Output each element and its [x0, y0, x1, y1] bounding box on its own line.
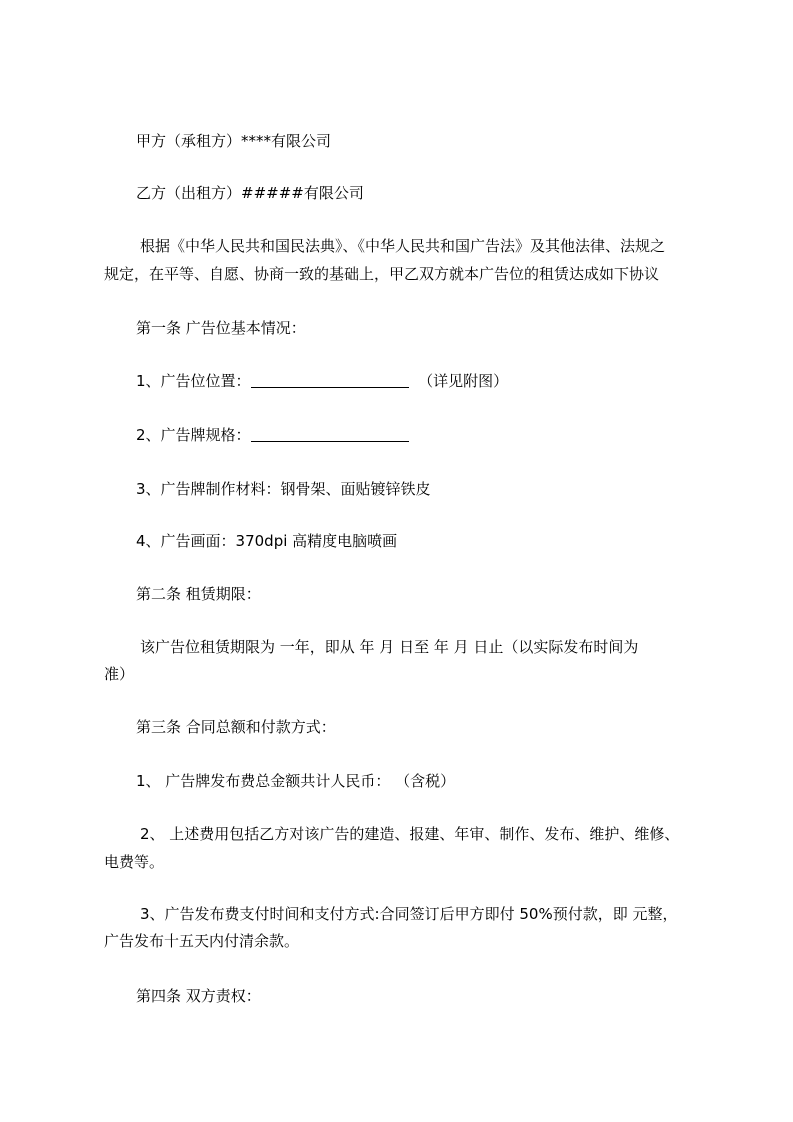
spec-blank [251, 427, 409, 442]
article-1-item-2 [136, 425, 409, 445]
article-3-title: 第三条 合同总额和付款方式： [136, 718, 336, 736]
item-1-label: 1、广告位位置： [136, 372, 251, 390]
article-2-body-line-1: 该广告位租赁期限为 一年，即从 年 月 日至 年 月 日止（以实际发布时间为 [140, 638, 639, 656]
party-a: 甲方（承租方）****有限公司 [136, 132, 332, 150]
item-2-label: 2、广告牌规格： [136, 426, 251, 444]
preamble-line-2: 规定，在平等、自愿、协商一致的基础上，甲乙双方就本广告位的租赁达成如下协议 [104, 265, 660, 283]
article-3-item-3-line-2: 广告发布十五天内付清余款。 [104, 932, 300, 950]
item-1-note: （详见附图） [418, 372, 509, 390]
location-blank [251, 373, 409, 388]
article-3-item-2-line-2: 电费等。 [104, 853, 165, 871]
article-3-item-3-line-1: 3、广告发布费支付时间和支付方式:合同签订后甲方即付 50%预付款，即 元整， [140, 905, 678, 923]
article-3-item-1: 1、 广告牌发布费总金额共计人民币： （含税） [136, 772, 456, 790]
article-1-item-4: 4、广告画面：370dpi 高精度电脑喷画 [136, 532, 398, 550]
article-4-title: 第四条 双方责权： [136, 987, 261, 1005]
article-1-title: 第一条 广告位基本情况： [136, 319, 306, 337]
article-2-body-line-2: 准） [104, 665, 135, 683]
article-1-item-3: 3、广告牌制作材料：钢骨架、面贴镀锌铁皮 [136, 480, 431, 498]
article-1-item-1 [136, 371, 508, 391]
article-3-item-2-line-1: 2、 上述费用包括乙方对该广告的建造、报建、年审、制作、发布、维护、维修、 [140, 825, 680, 843]
preamble-line-1: 根据《中华人民共和国民法典》、《中华人民共和国广告法》及其他法律、法规之 [140, 237, 666, 255]
party-b: 乙方（出租方）#####有限公司 [136, 184, 364, 202]
article-2-title: 第二条 租赁期限： [136, 585, 261, 603]
